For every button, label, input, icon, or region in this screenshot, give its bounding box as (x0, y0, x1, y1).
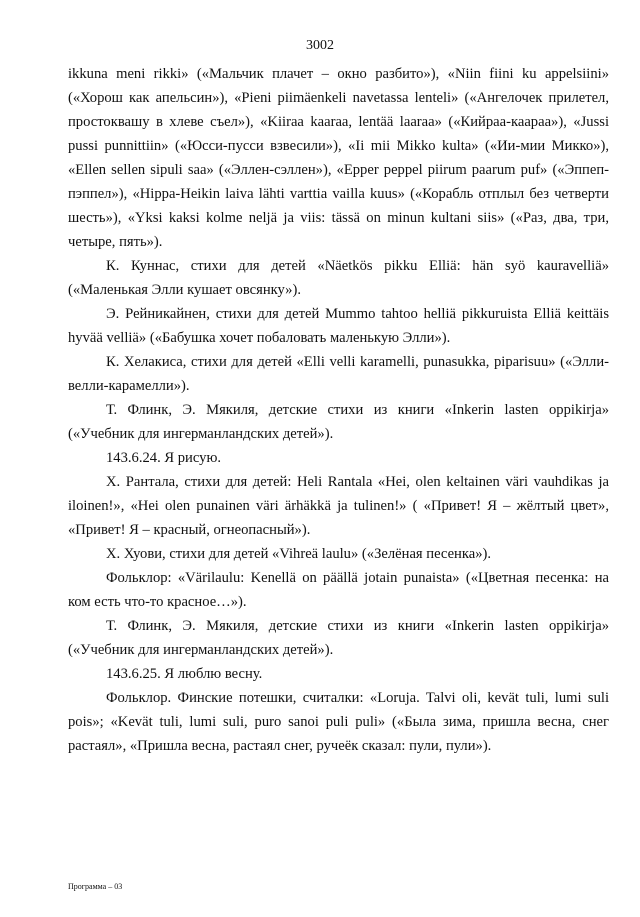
section-heading-i-draw: 143.6.24. Я рисую. (106, 450, 221, 466)
paragraph-reinikainen: Э. Рейникайнен, стихи для детей Mummo tahtoo helliä pikkuruista Elliä keittäis hyvää velliä» («Бабушка хочет побаловать маленькую Элли»). (68, 306, 609, 346)
paragraph-kunnas: К. Куннас, стихи для детей «Näetkös pikku Elliä: hän syö kauravelliä» («Маленькая Элли кушает овсянку»). (68, 258, 609, 298)
paragraph-huovi: Х. Хуови, стихи для детей «Vihreä laulu» («Зелёная песенка»). (106, 546, 492, 562)
paragraph-folklore-colors: Фольклор: «Värilaulu: Kenellä on päällä jotain punaista» («Цветная песенка: на ком есть что-то красное…»). (68, 570, 609, 610)
paragraph-rhymes-continued: ikkuna meni rikki» («Мальчик плачет – окно разбито»), «Niin fiini ku appelsiini» («Хорош как апельсин»), «Pieni piimäenkeli navetassa lenteli» («Ангелочек прилетел, простоквашу в хлеве съел»), «Kiiraa kaaraa, lentää laaraa» («Кийраа-каараа»), «Jussi pussi punnittiin» («Юсси-пусси взвесили»), «Ii mii Mikko kulta» («Ии-мии Микко»), «Ellen sellen sipuli saa» («Эллен-сэллен»), «Epper peppel piirum paarum puf» («Эппеп-пэппел»), «Hippa-Heikin laiva lähti varttia vailla kuus» («Корабль отплыл без четверти шесть»), «Yksi kaksi kolme neljä ja viis: tässä on minun kultani siis» («Раз, два, три, четыре, пять»). (68, 66, 609, 250)
paragraph-flink-makila-2: Т. Флинк, Э. Мякиля, детские стихи из книги «Inkerin lasten oppikirja» («Учебник для ингерманландских детей»). (68, 618, 609, 658)
page-number: 3002 (306, 38, 334, 53)
footer-label: Программа – 03 (68, 882, 123, 891)
paragraph-rantala: Х. Рантала, стихи для детей: Heli Rantala «Hei, olen keltainen väri vauhdikas ja iloinen!», «Hei olen punainen väri ärhäkkä ja tulinen!» ( «Привет! Я – жёлтый цвет», «Привет! Я – красный, огнеопасный»). (68, 474, 609, 538)
paragraph-flink-makila: Т. Флинк, Э. Мякиля, детские стихи из книги «Inkerin lasten oppikirja» («Учебник для ингерманландских детей»). (68, 402, 609, 442)
section-heading-i-love-spring: 143.6.25. Я люблю весну. (106, 666, 263, 682)
paragraph-folklore-spring: Фольклор. Финские потешки, считалки: «Loruja. Talvi oli, kevät tuli, lumi suli pois»; «Kevät tuli, lumi suli, puro sanoi puli puli» («Была зима, пришла весна, снег растаял», «Пришла весна, растаял снег, ручеёк сказал: пули, пули»). (68, 690, 609, 754)
paragraph-helakisa: К. Хелакиса, стихи для детей «Elli velli karamelli, punasukka, piparisuu» («Элли-велли-карамелли»). (68, 354, 609, 394)
body-text (68, 62, 609, 758)
